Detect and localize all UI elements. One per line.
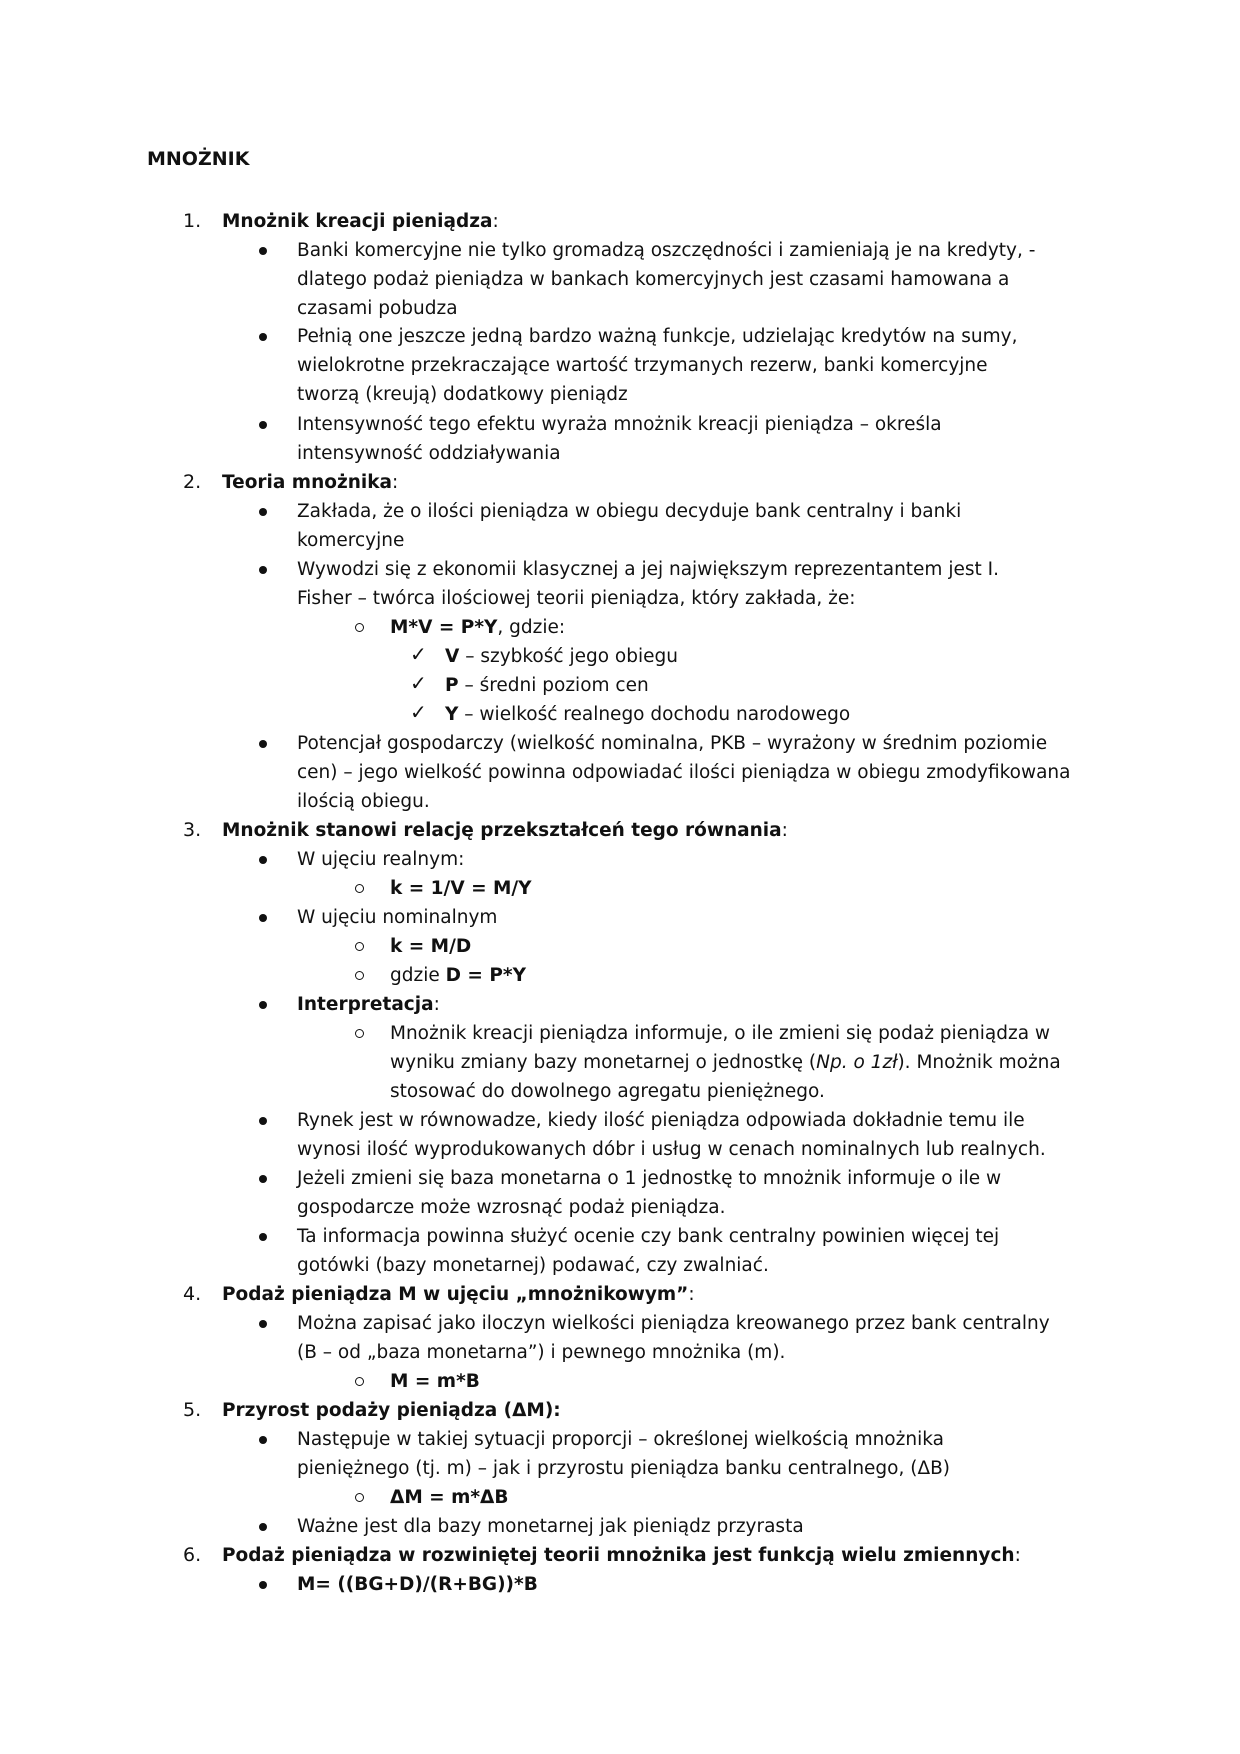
bullet-icon	[259, 1581, 267, 1589]
bullet-icon	[259, 247, 267, 255]
s1-b3-line-1: Intensywność tego efektu wyraża mnożnik kreacji pieniądza – określa	[297, 414, 942, 435]
section-1-heading: Mnożnik kreacji pieniądza:	[222, 211, 499, 232]
bullet-icon	[259, 333, 267, 341]
real-label: W ujęciu realnym:	[297, 849, 465, 870]
s5-b1-line-2: pieniężnego (tj. m) – jak i przyrostu pieniądza banku centralnego, (ΔB)	[297, 1458, 951, 1479]
s1-b2-line-2: wielokrotne przekraczające wartość trzymanych rezerw, banki komercyjne	[297, 355, 988, 376]
fisher-equation: M*V = P*Y, gdzie:	[390, 617, 566, 638]
checkmark-icon: ✓	[410, 700, 427, 724]
section-3-heading: Mnożnik stanowi relację przekształceń tego równania:	[222, 820, 788, 841]
s6-equation: M= ((BG+D)/(R+BG))*B	[297, 1574, 538, 1595]
section-5-heading: Przyrost podaży pieniądza (ΔM):	[222, 1400, 561, 1421]
s3-b5-line-2: gospodarcze może wzrosnąć podaż pieniądza.	[297, 1197, 726, 1218]
bullet-icon	[259, 1001, 267, 1009]
s4-b1-line-1: Można zapisać jako iloczyn wielkości pieniądza kreowanego przez bank centralny	[297, 1313, 1050, 1334]
s5-equation: ΔM = m*ΔB	[390, 1487, 509, 1508]
circle-bullet-icon	[355, 971, 364, 980]
s3-b4-line-1: Rynek jest w równowadze, kiedy ilość pieniądza odpowiada dokładnie temu ile	[297, 1110, 1025, 1131]
nominal-equation: k = M/D	[390, 936, 472, 957]
s2-b2-line-1: Wywodzi się z ekonomii klasycznej a jej największym reprezentantem jest I.	[297, 559, 999, 580]
s2-b1-line-2: komercyjne	[297, 530, 405, 551]
s2-b3-line-3: ilością obiegu.	[297, 791, 430, 812]
circle-bullet-icon	[355, 942, 364, 951]
circle-bullet-icon	[355, 884, 364, 893]
bullet-icon	[259, 566, 267, 574]
interp-line-2: wyniku zmiany bazy monetarnej o jednostkę (Np. o 1zł). Mnożnik można	[390, 1052, 1061, 1073]
bullet-icon	[259, 856, 267, 864]
circle-bullet-icon	[355, 1493, 364, 1502]
s3-b4-line-2: wynosi ilość wyprodukowanych dóbr i usług w cenach nominalnych lub realnych.	[297, 1139, 1046, 1160]
section-4-heading: Podaż pieniądza M w ujęciu „mnożnikowym”:	[222, 1284, 695, 1305]
bullet-icon	[259, 1175, 267, 1183]
bullet-icon	[259, 421, 267, 429]
s1-b1-line-1: Banki komercyjne nie tylko gromadzą oszczędności i zamieniają je na kredyty, -	[297, 240, 1036, 261]
s3-b6-line-1: Ta informacja powinna służyć ocenie czy bank centralny powinien więcej tej	[297, 1226, 1000, 1247]
nominal-label: W ujęciu nominalnym	[297, 907, 498, 928]
circle-bullet-icon	[355, 623, 364, 632]
circle-bullet-icon	[355, 1029, 364, 1038]
s4-b1-line-2: (B – od „baza monetarna”) i pewnego mnożnika (m).	[297, 1342, 786, 1363]
s4-equation: M = m*B	[390, 1371, 480, 1392]
s5-b2: Ważne jest dla bazy monetarnej jak pieniądz przyrasta	[297, 1516, 804, 1537]
s1-b3-line-2: intensywność oddziaływania	[297, 443, 561, 464]
bullet-icon	[259, 508, 267, 516]
bullet-icon	[259, 1320, 267, 1328]
bullet-icon	[259, 914, 267, 922]
section-6-heading: Podaż pieniądza w rozwiniętej teorii mnożnika jest funkcją wielu zmiennych:	[222, 1545, 1021, 1566]
check-item-v: V – szybkość jego obiegu	[445, 646, 678, 667]
s1-b1-line-2: dlatego podaż pieniądza w bankach komercyjnych jest czasami hamowana a	[297, 269, 1010, 290]
circle-bullet-icon	[355, 1377, 364, 1386]
s1-b2-line-1: Pełnią one jeszcze jedną bardzo ważną funkcje, udzielając kredytów na sumy,	[297, 326, 1018, 347]
checkmark-icon: ✓	[410, 642, 427, 666]
interp-line-3: stosować do dowolnego agregatu pieniężnego.	[390, 1081, 825, 1102]
bullet-icon	[259, 1233, 267, 1241]
bullet-icon	[259, 1436, 267, 1444]
section-5-number: 5.	[183, 1399, 202, 1421]
bullet-icon	[259, 740, 267, 748]
s5-b1-line-1: Następuje w takiej sytuacji proporcji – określonej wielkością mnożnika	[297, 1429, 944, 1450]
s2-b3-line-1: Potencjał gospodarczy (wielkość nominalna, PKB – wyrażony w średnim poziomie	[297, 733, 1048, 754]
s2-b2-line-2: Fisher – twórca ilościowej teorii pieniądza, który zakłada, że:	[297, 588, 856, 609]
section-3-number: 3.	[183, 819, 202, 841]
checkmark-icon: ✓	[410, 671, 427, 695]
s3-b5-line-1: Jeżeli zmieni się baza monetarna o 1 jednostkę to mnożnik informuje o ile w	[297, 1168, 1002, 1189]
section-4-number: 4.	[183, 1283, 202, 1305]
check-item-p: P – średni poziom cen	[445, 675, 649, 696]
s3-b6-line-2: gotówki (bazy monetarnej) podawać, czy zwalniać.	[297, 1255, 769, 1276]
interpretation-label: Interpretacja:	[297, 994, 440, 1015]
section-2-heading: Teoria mnożnika:	[222, 472, 399, 493]
bullet-icon	[259, 1523, 267, 1531]
bullet-icon	[259, 1117, 267, 1125]
document-title: MNOŻNIK	[147, 148, 250, 170]
s2-b1-line-1: Zakłada, że o ilości pieniądza w obiegu decyduje bank centralny i banki	[297, 501, 962, 522]
section-2-number: 2.	[183, 471, 202, 493]
s2-b3-line-2: cen) – jego wielkość powinna odpowiadać ilości pieniądza w obiegu zmodyfikowana	[297, 762, 1071, 783]
check-item-y: Y – wielkość realnego dochodu narodowego	[445, 704, 851, 725]
s1-b1-line-3: czasami pobudza	[297, 298, 458, 319]
section-6-number: 6.	[183, 1544, 202, 1566]
nominal-gdzie: gdzie D = P*Y	[390, 965, 526, 986]
real-equation: k = 1/V = M/Y	[390, 878, 532, 899]
s1-b2-line-3: tworzą (kreują) dodatkowy pieniądz	[297, 384, 628, 405]
interp-line-1: Mnożnik kreacji pieniądza informuje, o ile zmieni się podaż pieniądza w	[390, 1023, 1051, 1044]
section-1-number: 1.	[183, 210, 202, 232]
